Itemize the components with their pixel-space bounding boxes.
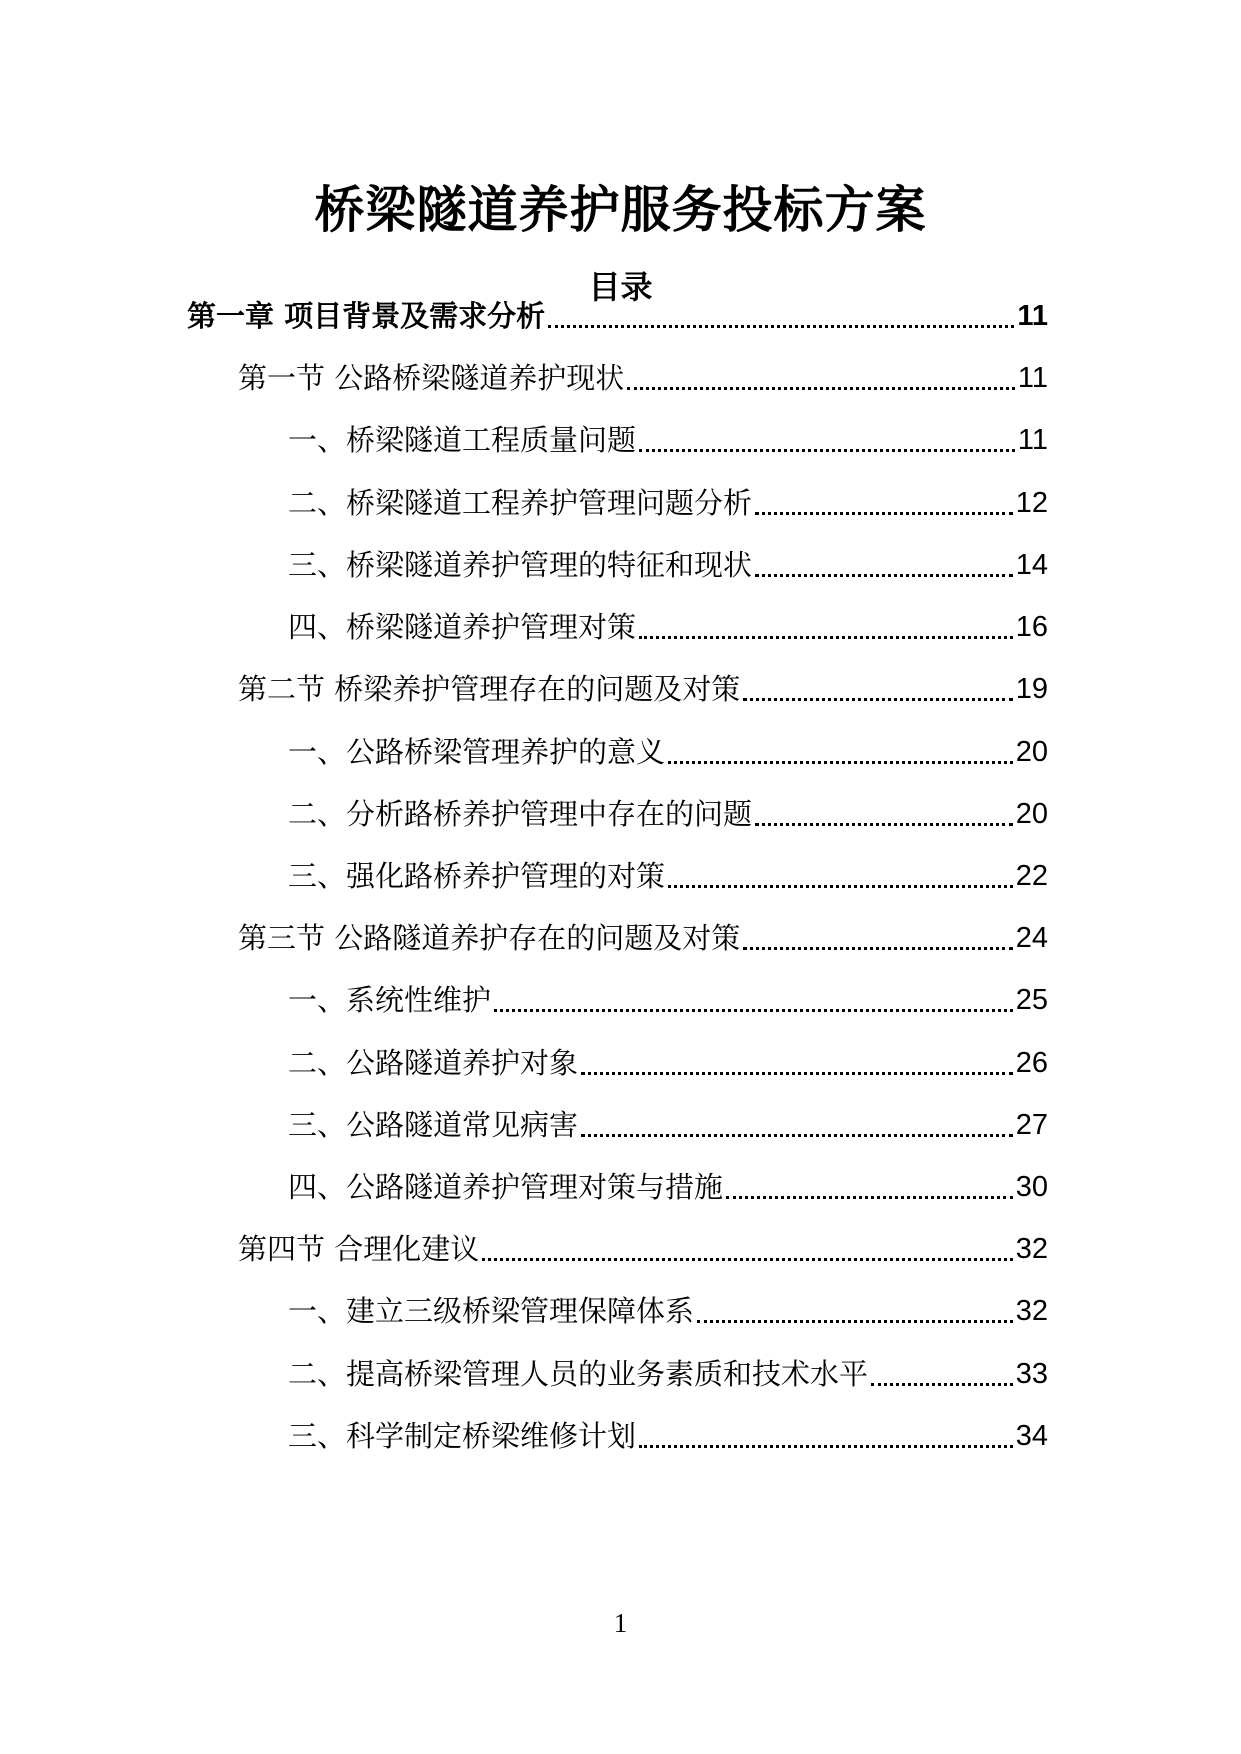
toc-entry[interactable] <box>288 854 1048 898</box>
toc-entry-title: 一、建立三级桥梁管理保障体系 <box>288 1294 695 1328</box>
toc-entry-title: 一、系统性维护 <box>288 983 492 1017</box>
toc-entry-page: 11 <box>1017 300 1048 332</box>
toc-entry[interactable] <box>288 1289 1048 1333</box>
toc-heading: 目录 <box>588 268 653 306</box>
toc-dot-leader <box>743 947 1013 950</box>
toc-dot-leader <box>755 823 1013 826</box>
toc-entry[interactable] <box>288 792 1048 836</box>
toc-entry-page: 14 <box>1015 549 1048 581</box>
toc-entry[interactable] <box>288 730 1048 774</box>
toc-entry-page: 32 <box>1015 1233 1048 1265</box>
toc-entry-page: 27 <box>1015 1109 1048 1141</box>
toc-entry-title: 二、分析路桥养护管理中存在的问题 <box>288 797 753 831</box>
toc-entry-page: 30 <box>1015 1171 1048 1203</box>
toc-entry-title: 第二节 桥梁养护管理存在的问题及对策 <box>238 672 741 706</box>
toc-entry-title: 二、提高桥梁管理人员的业务素质和技术水平 <box>288 1357 869 1391</box>
toc-dot-leader <box>548 325 1014 328</box>
toc-entry[interactable] <box>187 294 1048 338</box>
toc-dot-leader <box>871 1383 1013 1386</box>
toc-entry[interactable] <box>288 1352 1048 1396</box>
page-number: 1 <box>613 1608 628 1638</box>
toc-dot-leader <box>627 387 1015 390</box>
toc-entry[interactable] <box>288 978 1048 1022</box>
toc-dot-leader <box>755 512 1013 515</box>
toc-entry-title: 二、公路隧道养护对象 <box>288 1046 579 1080</box>
toc-entry-title: 第一节 公路桥梁隧道养护现状 <box>238 361 625 395</box>
toc-entry[interactable] <box>288 418 1048 462</box>
toc-entry[interactable] <box>288 481 1048 525</box>
toc-dot-leader <box>726 1196 1013 1199</box>
toc-entry[interactable] <box>288 1414 1048 1458</box>
toc-entry-page: 16 <box>1015 611 1048 643</box>
toc-entry-title: 四、桥梁隧道养护管理对策 <box>288 610 637 644</box>
toc-entry-page: 11 <box>1017 362 1048 394</box>
toc-dot-leader <box>494 1009 1013 1012</box>
toc-entry-title: 第三节 公路隧道养护存在的问题及对策 <box>238 921 741 955</box>
toc-dot-leader <box>668 885 1013 888</box>
toc-entry-page: 34 <box>1015 1420 1048 1452</box>
toc-entry-page: 22 <box>1015 860 1048 892</box>
toc-dot-leader <box>482 1258 1013 1261</box>
toc-dot-leader <box>755 574 1013 577</box>
toc-entry[interactable] <box>288 1041 1048 1085</box>
document-title: 桥梁隧道养护服务投标方案 <box>314 181 927 239</box>
toc-dot-leader <box>743 698 1013 701</box>
toc-entry-page: 19 <box>1015 673 1048 705</box>
toc-dot-leader <box>668 761 1013 764</box>
toc-dot-leader <box>581 1072 1013 1075</box>
toc-dot-leader <box>639 636 1013 639</box>
toc-entry[interactable] <box>288 543 1048 587</box>
toc-entry-title: 三、公路隧道常见病害 <box>288 1108 579 1142</box>
toc-entry-title: 三、强化路桥养护管理的对策 <box>288 859 666 893</box>
toc-entry[interactable] <box>238 356 1048 400</box>
toc-entry[interactable] <box>288 1103 1048 1147</box>
toc-entry-page: 33 <box>1015 1358 1048 1390</box>
toc-dot-leader <box>639 449 1015 452</box>
toc-entry-page: 25 <box>1015 984 1048 1016</box>
toc-dot-leader <box>639 1445 1013 1448</box>
toc-entry-title: 一、桥梁隧道工程质量问题 <box>288 423 637 457</box>
toc-entry-title: 一、公路桥梁管理养护的意义 <box>288 735 666 769</box>
toc-entry-title: 第四节 合理化建议 <box>238 1232 480 1266</box>
toc-entry[interactable] <box>288 1165 1048 1209</box>
toc-entry-title: 三、科学制定桥梁维修计划 <box>288 1419 637 1453</box>
toc-entry-title: 三、桥梁隧道养护管理的特征和现状 <box>288 548 753 582</box>
toc-entry-title: 第一章 项目背景及需求分析 <box>187 299 546 333</box>
toc-entry-page: 11 <box>1017 424 1048 456</box>
toc-entry[interactable] <box>238 1227 1048 1271</box>
toc-entry-title: 二、桥梁隧道工程养护管理问题分析 <box>288 486 753 520</box>
toc-entry-page: 24 <box>1015 922 1048 954</box>
toc-entry-page: 20 <box>1015 798 1048 830</box>
toc-entry-page: 20 <box>1015 736 1048 768</box>
toc-entry[interactable] <box>238 667 1048 711</box>
toc-entry-page: 32 <box>1015 1295 1048 1327</box>
toc-entry-title: 四、公路隧道养护管理对策与措施 <box>288 1170 724 1204</box>
toc-entry-page: 12 <box>1015 487 1048 519</box>
toc-entry-page: 26 <box>1015 1047 1048 1079</box>
toc-dot-leader <box>581 1134 1013 1137</box>
toc-dot-leader <box>697 1320 1013 1323</box>
toc-entry[interactable] <box>288 605 1048 649</box>
toc-entry[interactable] <box>238 916 1048 960</box>
